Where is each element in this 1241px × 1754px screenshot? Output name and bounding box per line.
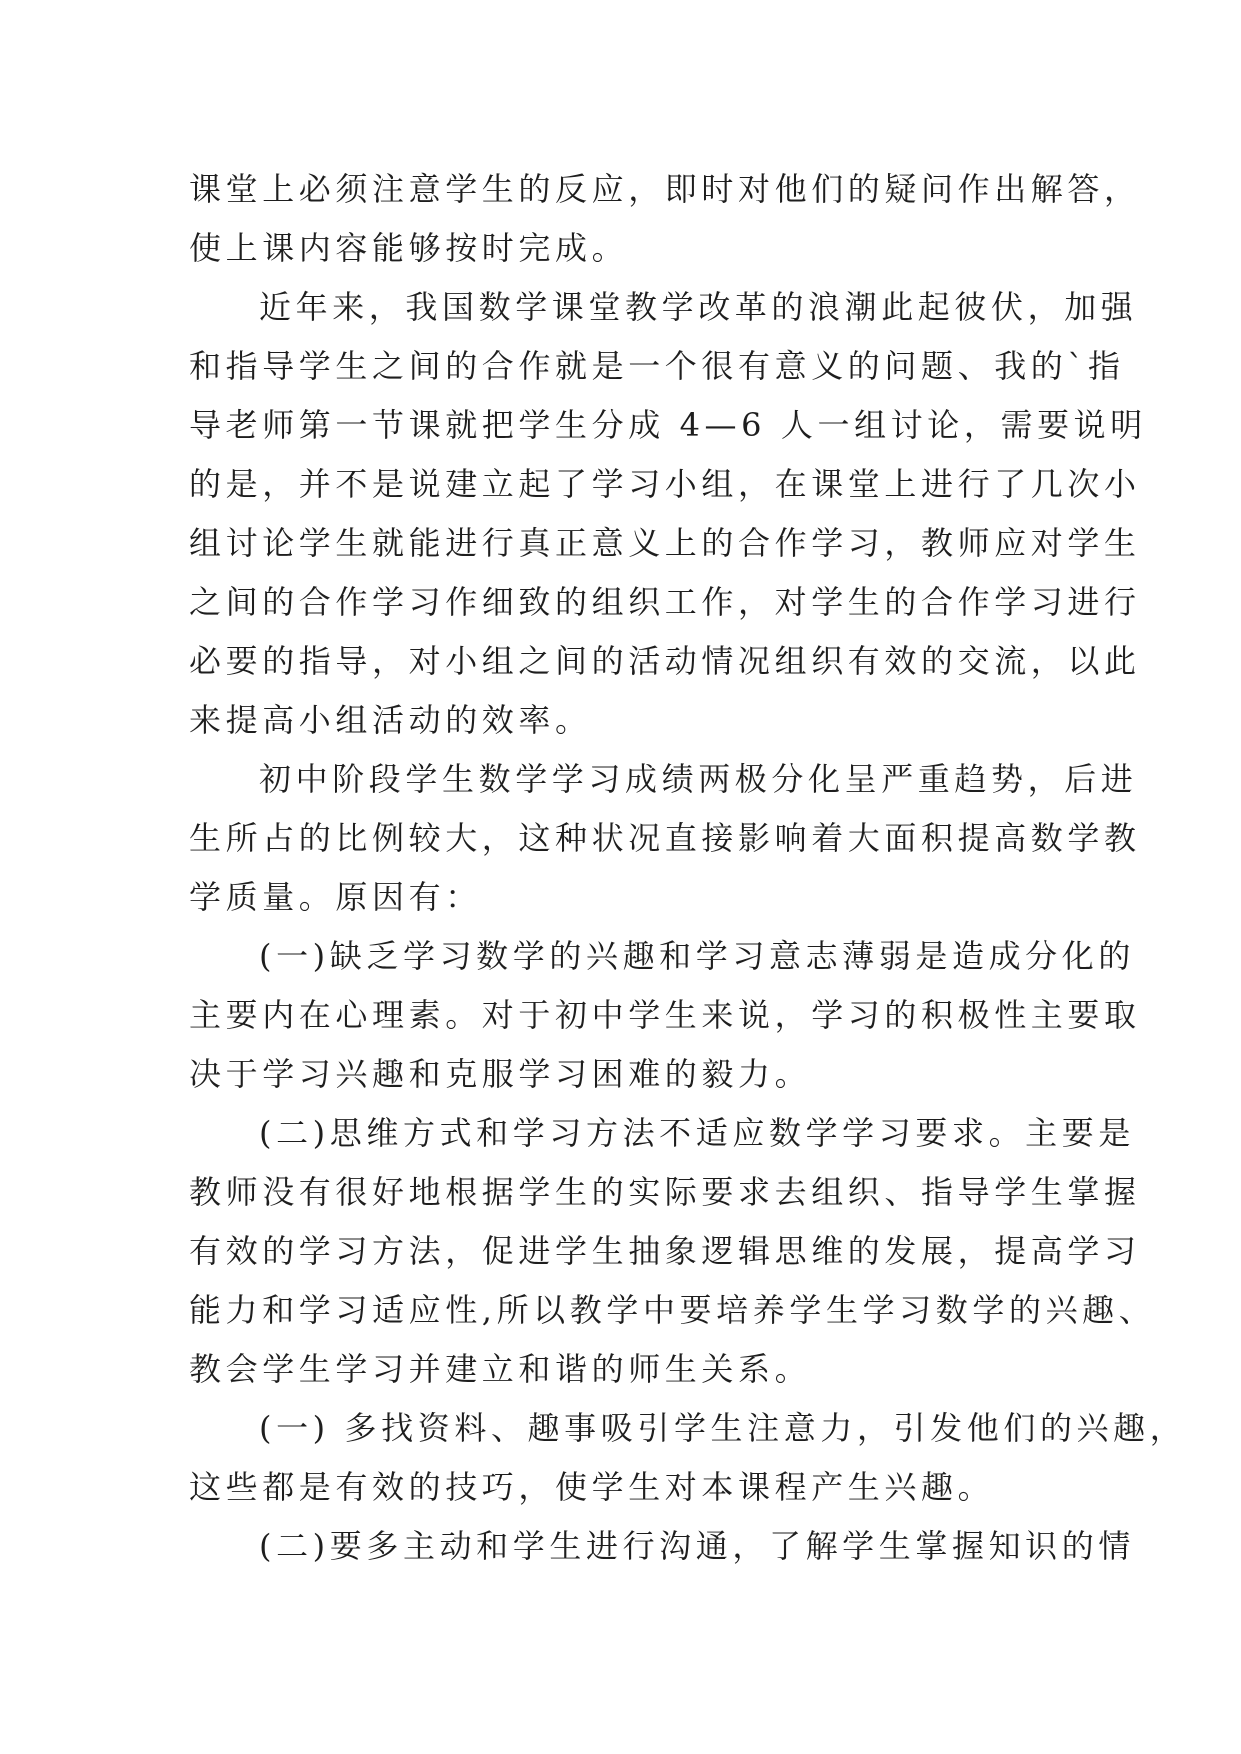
text-line: 有效的学习方法，促进学生抽象逻辑思维的发展，提高学习 <box>189 1232 1141 1270</box>
text-line: 导老师第一节课就把学生分成 4—6 人一组讨论，需要说明 <box>189 406 1147 444</box>
text-line: 课堂上必须注意学生的反应，即时对他们的疑问作出解答， <box>189 170 1141 208</box>
text-line: 之间的合作学习作细致的组织工作，对学生的合作学习进行 <box>189 583 1141 621</box>
text-line: 近年来，我国数学课堂教学改革的浪潮此起彼伏，加强 <box>259 288 1138 326</box>
text-line: 必要的指导，对小组之间的活动情况组织有效的交流，以此 <box>189 642 1141 680</box>
text-line: 教师没有很好地根据学生的实际要求去组织、指导学生掌握 <box>189 1173 1141 1211</box>
text-line: 教会学生学习并建立和谐的师生关系。 <box>189 1350 812 1388</box>
text-line: (二)要多主动和学生进行沟通，了解学生掌握知识的情 <box>259 1527 1135 1565</box>
text-line: 的是，并不是说建立起了学习小组，在课堂上进行了几次小 <box>189 465 1141 503</box>
text-line: 主要内在心理素。对于初中学生来说，学习的积极性主要取 <box>189 996 1141 1034</box>
text-line: 生所占的比例较大，这种状况直接影响着大面积提高数学教 <box>189 819 1141 857</box>
text-line: 初中阶段学生数学学习成绩两极分化呈严重趋势，后进 <box>259 760 1138 798</box>
text-line: 学质量。原因有： <box>189 878 482 916</box>
text-line: (一)缺乏学习数学的兴趣和学习意志薄弱是造成分化的 <box>259 937 1135 975</box>
body-text <box>189 160 1187 1576</box>
text-line: 和指导学生之间的合作就是一个很有意义的问题、我的`指 <box>189 347 1125 385</box>
text-line: 使上课内容能够按时完成。 <box>189 229 629 267</box>
text-line: 决于学习兴趣和克服学习困难的毅力。 <box>189 1055 812 1093</box>
text-line: (二)思维方式和学习方法不适应数学学习要求。主要是 <box>259 1114 1135 1152</box>
text-line: 这些都是有效的技巧，使学生对本课程产生兴趣。 <box>189 1468 995 1506</box>
text-line: 组讨论学生就能进行真正意义上的合作学习，教师应对学生 <box>189 524 1141 562</box>
text-line: 来提高小组活动的效率。 <box>189 701 592 739</box>
text-line: (一) 多找资料、趣事吸引学生注意力，引发他们的兴趣， <box>259 1409 1187 1447</box>
text-line: 能力和学习适应性,所以教学中要培养学生学习数学的兴趣、 <box>189 1291 1156 1329</box>
